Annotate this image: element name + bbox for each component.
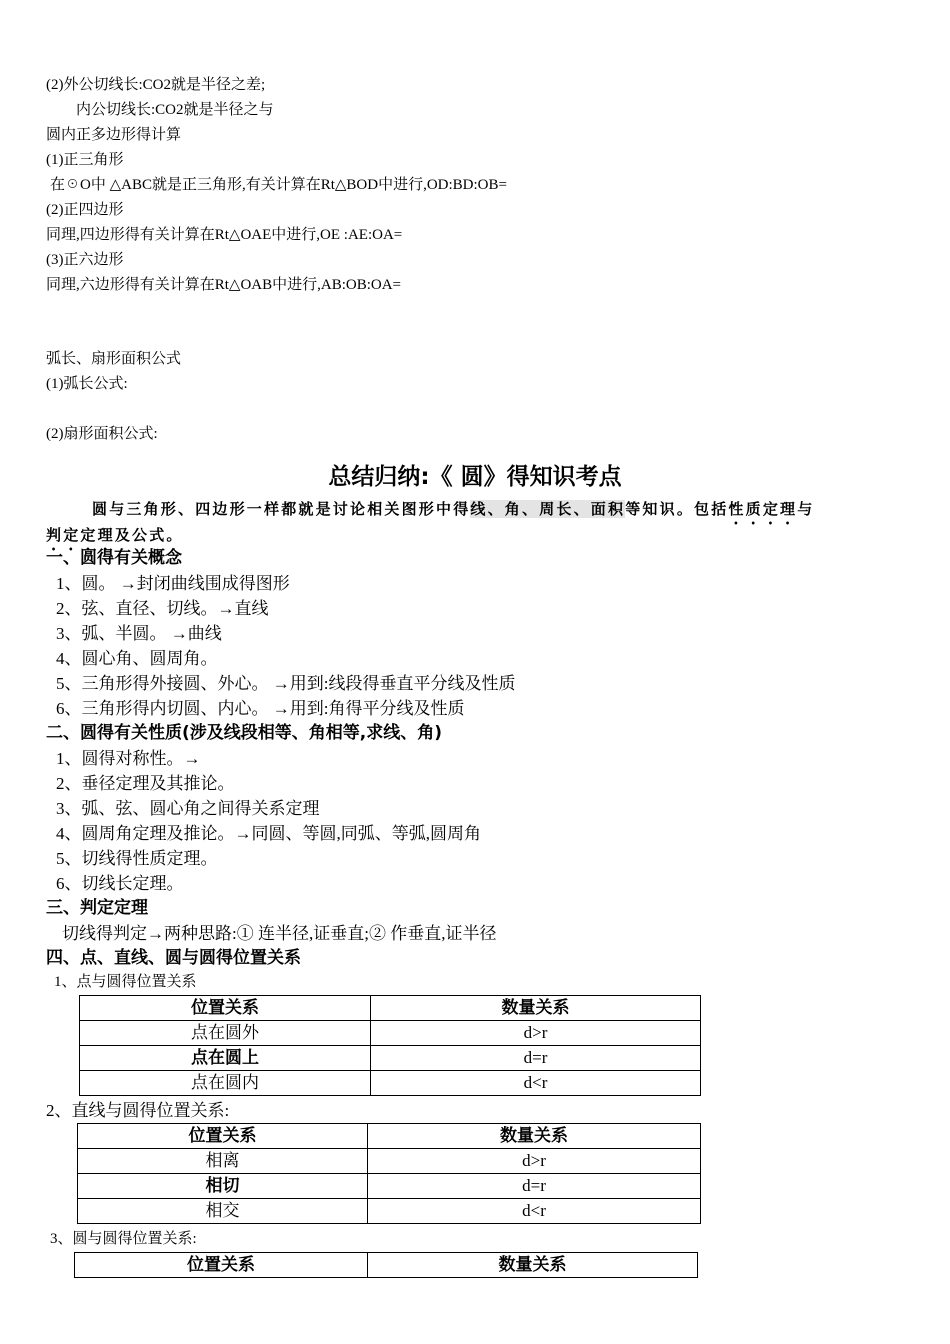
page-title: 总结归纳:《 圆》得知识考点 [328,464,622,490]
table-row [80,1046,701,1071]
list-item: 1、圆。 →封闭曲线围成得图形 [56,574,290,593]
text-line: 圆内正多边形得计算 [46,127,182,143]
point-circle-table [79,995,701,1096]
list-item: 4、圆心角、圆周角。 [56,649,218,668]
list-item: 5、三角形得外接圆、外心。 →用到:线段得垂直平分线及性质 [56,674,516,693]
table-cell: 点在圆内 [80,1071,371,1096]
table-row [78,1174,701,1199]
sub-heading: 2、直线与圆得位置关系: [46,1101,230,1120]
table-header: 数量关系 [368,1124,701,1149]
table-cell: 点在圆上 [80,1046,371,1071]
list-item: 6、三角形得内切圆、内心。 →用到:角得平分线及性质 [56,699,465,718]
table-cell: d<r [371,1071,701,1096]
table-header-row [78,1124,701,1149]
list-item: 3、弧、弦、圆心角之间得关系定理 [56,799,320,818]
table-row [80,1021,701,1046]
section-heading: 四、点、直线、圆与圆得位置关系 [46,948,301,968]
intro-text: 等知识。包括 [625,500,729,518]
text-line: 同理,六边形得有关计算在Rt△OAB中进行,AB:OB:OA= [46,277,402,293]
text-line: (2)外公切线长:CO2就是半径之差; [46,77,266,93]
text-line: (1)正三角形 [46,152,124,168]
text-line: 同理,四边形得有关计算在Rt△OAE中进行,OE :AE:OA= [46,227,403,243]
section-heading: 二、圆得有关性质(涉及线段相等、角相等,求线、角) [46,723,442,743]
sub-heading: 3、圆与圆得位置关系: [50,1231,197,1247]
line-circle-table [77,1123,701,1224]
table-header: 位置关系 [75,1253,368,1278]
text-line: (3)正六边形 [46,252,124,268]
text-line: (2)正四边形 [46,202,124,218]
text-line: 在☉O中 △ABC就是正三角形,有关计算在Rt△BOD中进行,OD:BD:OB= [50,177,507,193]
table-header: 位置关系 [80,996,371,1021]
text-line: 内公切线长:CO2就是半径之与 [76,102,274,118]
table-cell: d=r [371,1046,701,1071]
table-row [78,1149,701,1174]
table-row [78,1199,701,1224]
text-line: (1)弧长公式: [46,376,128,392]
table-cell: 相切 [78,1174,368,1199]
list-item: 2、垂径定理及其推论。 [56,774,235,793]
text-line: 弧长、扇形面积公式 [46,351,182,367]
intro-text: 圆与三角形、四边形一样都就是讨论相关图形中得 [92,500,471,518]
list-item: 3、弧、半圆。 →曲线 [56,624,222,643]
table-header: 数量关系 [371,996,701,1021]
table-header-row [80,996,701,1021]
list-item: 6、切线长定理。 [56,874,184,893]
intro-line-1 [92,498,814,528]
table-cell: 相交 [78,1199,368,1224]
table-cell: 点在圆外 [80,1021,371,1046]
intro-text: 与 [797,500,815,518]
intro-emphasis: 性质定理 [728,500,798,518]
section-heading: 一、圆得有关概念 [46,548,182,568]
table-row [80,1071,701,1096]
table-cell: 相离 [78,1149,368,1174]
table-cell: d<r [368,1199,701,1224]
intro-text: 及公式。 [114,526,184,544]
sub-heading: 1、点与圆得位置关系 [54,974,197,990]
table-cell: d=r [368,1174,701,1199]
intro-emphasis: 判定定理 [46,526,115,544]
table-cell: d>r [368,1149,701,1174]
section-heading: 三、判定定理 [46,898,148,918]
body-text: 切线得判定→两种思路:① 连半径,证垂直;② 作垂直,证半径 [62,924,497,943]
list-item: 2、弦、直径、切线。→直线 [56,599,269,618]
list-item: 5、切线得性质定理。 [56,849,218,868]
table-header: 位置关系 [78,1124,368,1149]
text-line: (2)扇形面积公式: [46,426,158,442]
table-header: 数量关系 [368,1253,698,1278]
circle-circle-table [74,1252,698,1278]
list-item: 4、圆周角定理及推论。→同圆、等圆,同弧、等弧,圆周角 [56,824,481,843]
intro-highlight: 线、角、周长、面积 [470,500,626,518]
table-header-row [75,1253,698,1278]
list-item: 1、圆得对称性。→ [56,749,201,768]
table-cell: d>r [371,1021,701,1046]
